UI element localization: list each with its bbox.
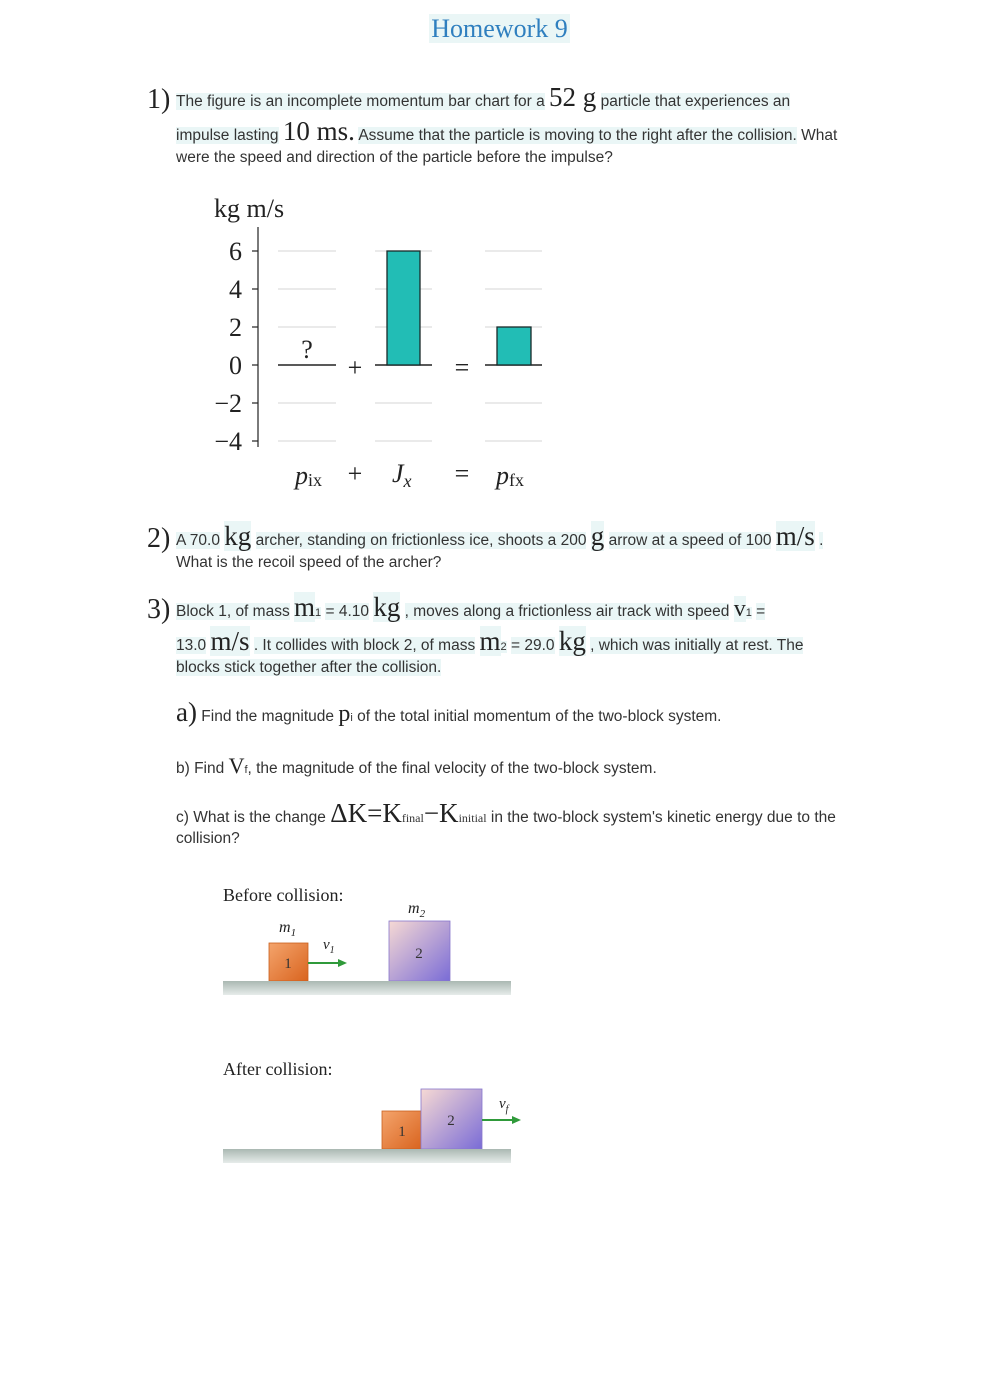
xlabel-jx: Jx (392, 459, 412, 491)
xlabel-equals: = (454, 459, 470, 488)
y-tick-label: 0 (229, 351, 242, 380)
y-tick-label: 6 (229, 237, 242, 266)
before-block-2-label: 2 (415, 946, 423, 962)
xlabel-plus: + (347, 459, 363, 488)
before-m2-label: $m_2$ (408, 900, 426, 920)
question-1-line-2: impulse lasting 10 ms. Assume that the particle is moving to the right after the collision. What (176, 116, 838, 146)
before-block-1-label: 1 (284, 956, 292, 972)
question-1-line-1: The figure is an incomplete momentum bar chart for a 52 g particle that experiences an (176, 82, 791, 112)
collision-figure (215, 875, 535, 1175)
unknown-pix-label: ? (301, 335, 313, 364)
after-vf-label: $v_f$ (499, 1096, 509, 1115)
before-m1-label: $m_1$ (279, 919, 297, 939)
question-3-line-2: 13.0 m/s . It collides with block 2, of mass m2 = 29.0 kg , which was initially at rest. The (176, 626, 804, 656)
after-air-track (223, 1149, 511, 1163)
question-3-number: 3) (147, 594, 171, 625)
before-collision-label: Before collision: (223, 885, 344, 905)
page-title: Homework 9 (431, 14, 568, 43)
question-3c-line-1: c) What is the change ΔK=Kfinal−Kinitial in the two-block system's kinetic energy due to the (176, 798, 836, 828)
question-3b: b) Find Vf, the magnitude of the final velocity of the two-block system. (176, 753, 657, 778)
question-3c-line-2: collision? (176, 830, 240, 847)
question-2-number: 2) (147, 523, 171, 554)
after-vf-arrowhead (512, 1116, 521, 1124)
question-3a: a) Find the magnitude pi of the total initial momentum of the two-block system. (176, 697, 722, 727)
chart-ylabel: kg m/s (214, 194, 285, 223)
y-tick-label: 2 (229, 313, 242, 342)
y-tick-label: 4 (229, 275, 242, 304)
after-collision-label: After collision: (223, 1059, 333, 1079)
xlabel-pfx: pfx (496, 461, 524, 490)
question-3-line-1: Block 1, of mass m1 = 4.10 kg , moves along a frictionless air track with speed v1 = (176, 592, 766, 622)
bar-p-fx (497, 327, 531, 365)
before-v1-arrowhead (338, 959, 347, 967)
question-3-line-3: blocks stick together after the collision. (176, 659, 442, 676)
before-v1-label: $v_1$ (323, 937, 335, 956)
before-air-track (223, 981, 511, 995)
y-tick-label: −4 (214, 427, 242, 456)
xlabel-pix: pix (295, 461, 323, 490)
question-2-line-1: A 70.0 kg archer, standing on frictionless ice, shoots a 200 g arrow at a speed of 100 m/s . (176, 521, 824, 551)
question-2-line-2: What is the recoil speed of the archer? (176, 554, 442, 571)
operator-equals: = (454, 353, 470, 382)
momentum-bar-chart (190, 185, 570, 500)
question-1-line-3: were the speed and direction of the particle before the impulse? (176, 149, 613, 166)
question-1-number: 1) (147, 84, 171, 115)
after-block-1-label: 1 (398, 1124, 406, 1140)
after-block-2-label: 2 (447, 1113, 455, 1129)
y-tick-label: −2 (214, 389, 242, 418)
operator-plus: + (347, 353, 363, 382)
bar-j-x (387, 251, 420, 365)
